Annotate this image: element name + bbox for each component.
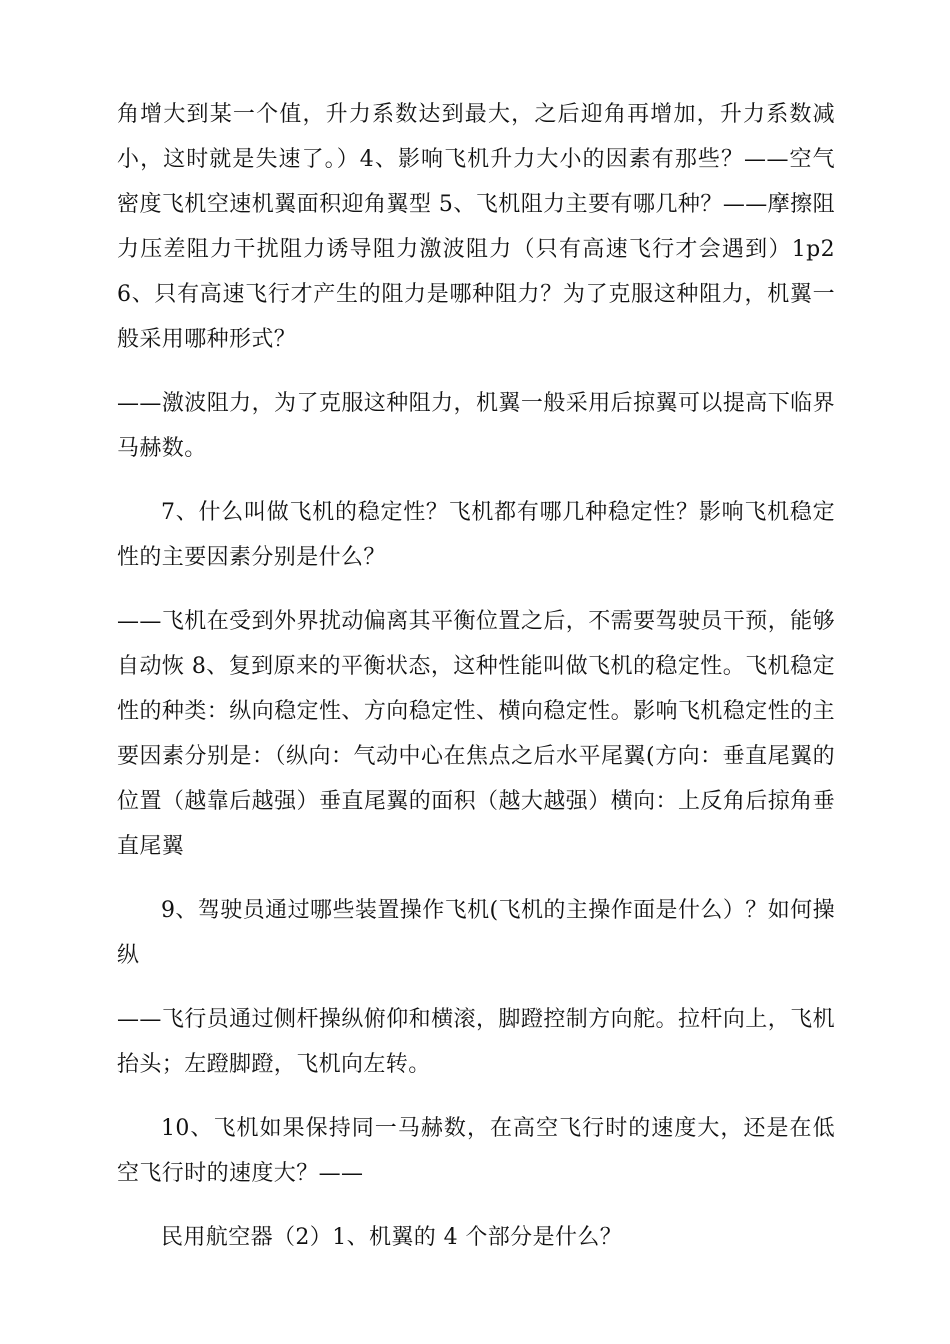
document-body [117,92,835,1279]
paragraph-1: 角增大到某一个值，升力系数达到最大，之后迎角再增加，升力系数减小，这时就是失速了。）4、影响飞机升力大小的因素有那些？——空气密度飞机空速机翼面积迎角翼型 5、飞机阻力主要有哪几种？——摩擦阻力压差阻力干扰阻力诱导阻力激波阻力（只有高速飞行才会遇到）1p26、只有高速飞行才产生的阻力是哪种阻力？为了克服这种阻力，机翼一般采用哪种形式？ [117,102,835,352]
paragraph-3: 7、什么叫做飞机的稳定性？飞机都有哪几种稳定性？影响飞机稳定性的主要因素分别是什么？ [117,500,835,570]
paragraph-2: ——激波阻力，为了克服这种阻力，机翼一般采用后掠翼可以提高下临界马赫数。 [117,391,835,461]
paragraph-7: 10、飞机如果保持同一马赫数，在高空飞行时的速度大，还是在低空飞行时的速度大？—— [117,1116,835,1186]
paragraph-5: 9、驾驶员通过哪些装置操作飞机(飞机的主操作面是什么）？如何操纵 [117,898,835,968]
paragraph-4: ——飞机在受到外界扰动偏离其平衡位置之后，不需要驾驶员干预，能够自动恢 8、复到原来的平衡状态，这种性能叫做飞机的稳定性。飞机稳定性的种类：纵向稳定性、方向稳定性、横向稳定性。影响飞机稳定性的主要因素分别是：（纵向：气动中心在焦点之后水平尾翼(方向：垂直尾翼的位置（越靠后越强）垂直尾翼的面积（越大越强）横向：上反角后掠角垂直尾翼 [117,609,835,859]
paragraph-8: 民用航空器（2）1、机翼的 4 个部分是什么？ [161,1225,623,1250]
paragraph-6: ——飞行员通过侧杆操纵俯仰和横滚，脚蹬控制方向舵。拉杆向上，飞机抬头；左蹬脚蹬，飞机向左转。 [117,1007,835,1077]
